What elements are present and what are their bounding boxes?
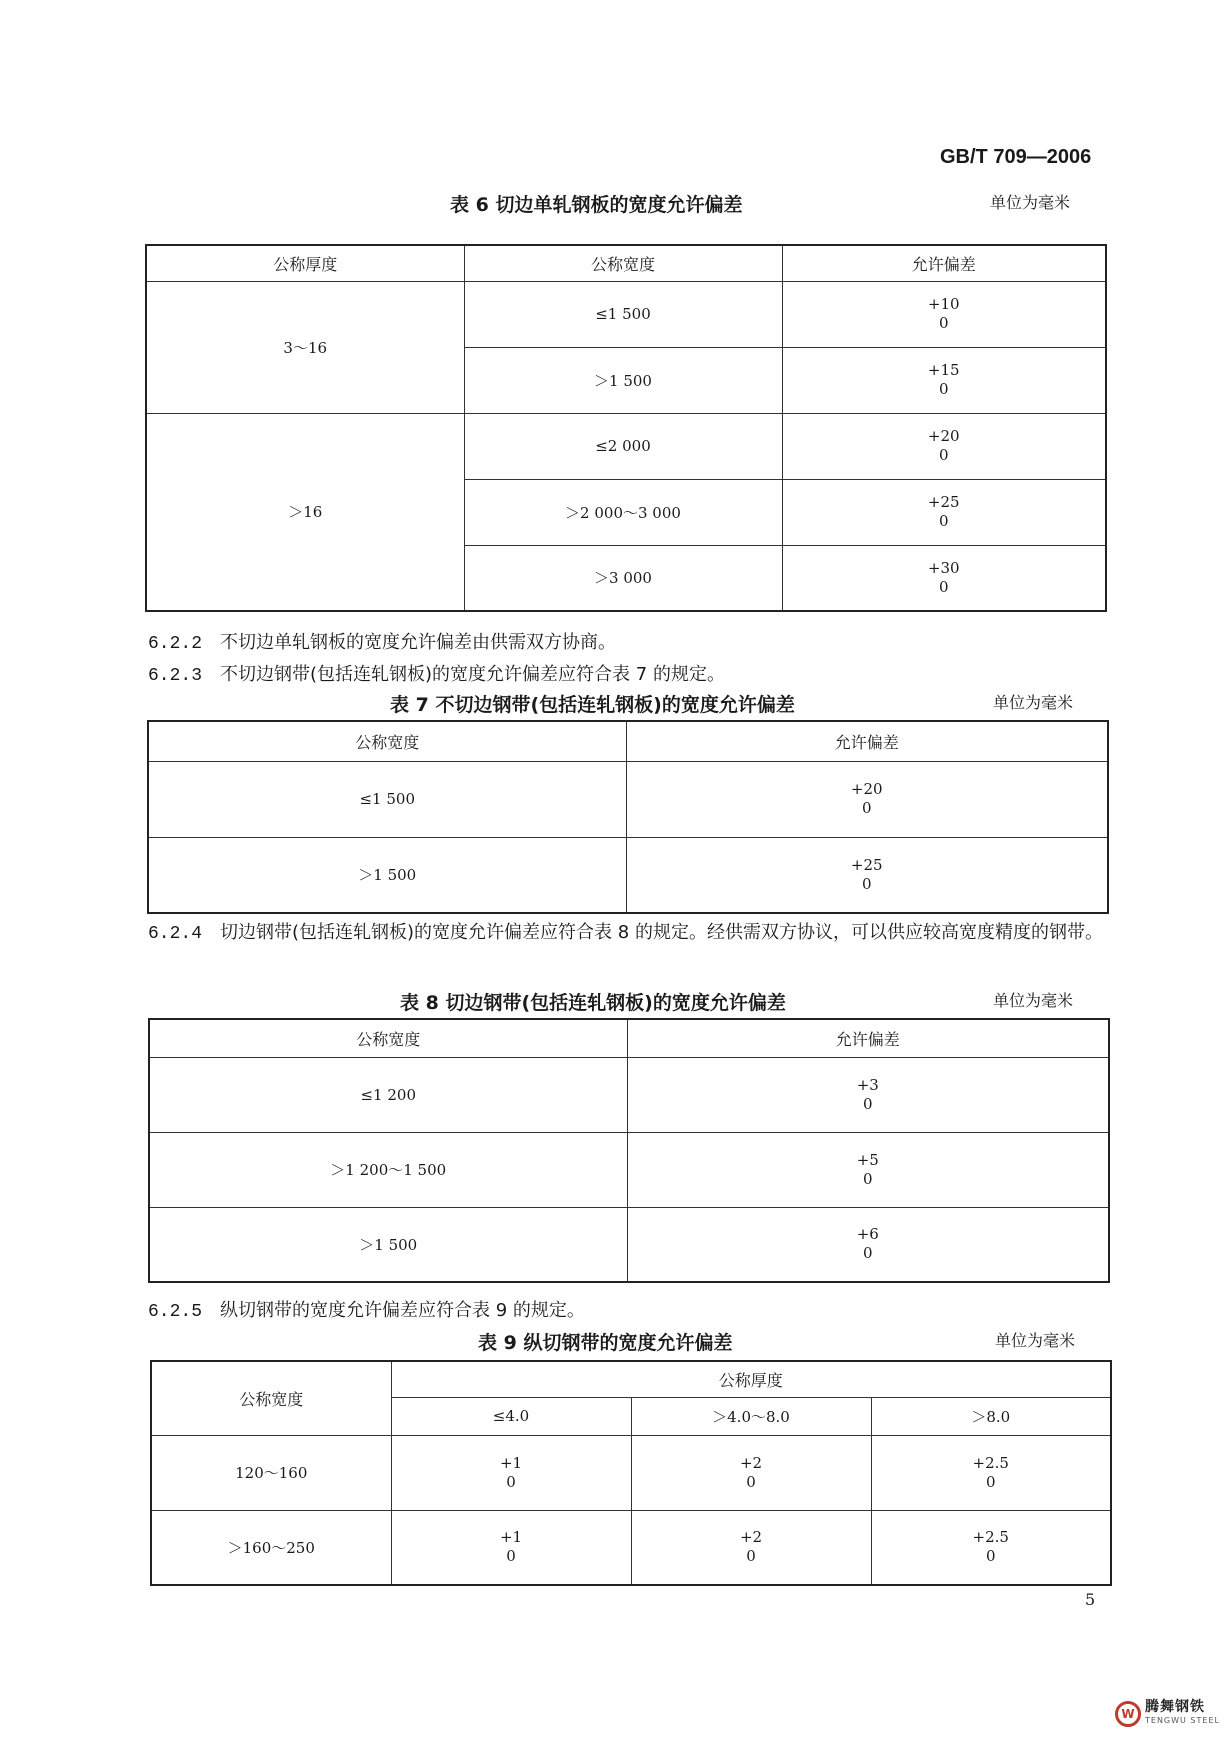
table-row — [149, 1207, 1109, 1282]
tolerance-lower: 0 — [938, 380, 949, 398]
logo-chinese-name: 腾舞钢铁 — [1145, 1699, 1205, 1715]
tolerance-lower: 0 — [862, 1244, 873, 1263]
table-row — [149, 1057, 1109, 1132]
tolerance-upper: +3 — [856, 1075, 879, 1094]
width-cell: ＞160～250 — [151, 1510, 391, 1585]
tolerance-lower: 0 — [985, 1472, 996, 1491]
logo-english-name: TENGWU STEEL — [1145, 1716, 1220, 1725]
table-header-row — [148, 721, 1108, 761]
width-cell: ＞1 500 — [464, 347, 782, 413]
tolerance-lower: 0 — [938, 314, 949, 332]
tolerance-upper: +2 — [739, 1528, 763, 1547]
table-row — [146, 281, 1106, 347]
tolerance-lower: 0 — [985, 1547, 996, 1566]
header-width: 公称宽度 — [464, 245, 782, 281]
width-cell: ＞1 200～1 500 — [149, 1132, 627, 1207]
clause-6-2-5 — [148, 1296, 585, 1322]
width-cell: ＞1 500 — [148, 837, 626, 913]
clause-number: 6.2.3 — [148, 666, 203, 686]
width-cell: 120～160 — [151, 1435, 391, 1510]
tolerance-lower: 0 — [861, 799, 872, 817]
logo-icon: W — [1115, 1701, 1141, 1727]
tolerance-upper: +15 — [927, 361, 960, 379]
tolerance-cell — [626, 837, 1108, 913]
table-row — [151, 1510, 1111, 1585]
tolerance-lower: 0 — [506, 1472, 516, 1491]
clause-6-2-4 — [148, 916, 1108, 951]
clause-number: 6.2.5 — [148, 1302, 203, 1322]
table-header-row — [151, 1361, 1111, 1397]
width-cell: ≤1 200 — [149, 1057, 627, 1132]
table-row — [149, 1132, 1109, 1207]
thickness-cell: 3～16 — [146, 281, 464, 413]
clause-number: 6.2.4 — [148, 924, 203, 944]
tolerance-cell — [626, 761, 1108, 837]
width-cell: ＞2 000～3 000 — [464, 479, 782, 545]
tolerance-lower: 0 — [861, 874, 872, 893]
header-tolerance: 允许偏差 — [626, 721, 1108, 761]
table6-unit: 单位为毫米 — [990, 193, 1071, 212]
thickness-col-header: ＞8.0 — [871, 1397, 1111, 1435]
table9 — [150, 1360, 1112, 1586]
tolerance-cell — [391, 1510, 631, 1585]
tolerance-lower: 0 — [746, 1472, 756, 1491]
table8-caption: 表 8 切边钢带(包括连轧钢板)的宽度允许偏差 — [400, 992, 786, 1014]
width-cell: ≤1 500 — [464, 281, 782, 347]
thickness-cell: ＞16 — [146, 413, 464, 611]
tolerance-upper: +30 — [927, 558, 960, 577]
thickness-col-header: ＞4.0～8.0 — [631, 1397, 871, 1435]
header-tolerance: 允许偏差 — [627, 1019, 1109, 1057]
tolerance-cell — [631, 1510, 871, 1585]
tolerance-upper: +10 — [927, 295, 960, 313]
table-row — [151, 1435, 1111, 1510]
clause-text: 切边钢带(包括连轧钢板)的宽度允许偏差应符合表 8 的规定。经供需双方协议，可以供应较高宽度精度的钢带。 — [220, 922, 1103, 943]
tolerance-upper: +6 — [856, 1225, 879, 1244]
tolerance-cell — [627, 1057, 1109, 1132]
table6 — [145, 244, 1107, 612]
header-width: 公称宽度 — [148, 721, 626, 761]
table7 — [147, 720, 1109, 914]
header-width: 公称宽度 — [149, 1019, 627, 1057]
table6-caption: 表 6 切边单轧钢板的宽度允许偏差 — [450, 194, 743, 216]
table-row — [148, 837, 1108, 913]
table-row — [146, 413, 1106, 479]
tolerance-upper: +5 — [856, 1150, 879, 1169]
tolerance-upper: +25 — [927, 493, 960, 511]
tolerance-lower: 0 — [862, 1169, 873, 1188]
standard-code: GB/T 709—2006 — [940, 146, 1092, 168]
header-tolerance: 允许偏差 — [782, 245, 1106, 281]
tolerance-lower: 0 — [938, 512, 949, 530]
tolerance-upper: +2 — [739, 1453, 763, 1472]
header-thickness: 公称厚度 — [146, 245, 464, 281]
tolerance-upper: +2.5 — [972, 1453, 1009, 1472]
width-cell: ≤2 000 — [464, 413, 782, 479]
logo-text — [1145, 1700, 1220, 1728]
header-width: 公称宽度 — [151, 1361, 391, 1435]
clause-text: 不切边单轧钢板的宽度允许偏差由供需双方协商。 — [220, 632, 617, 653]
page-number: 5 — [1085, 1590, 1096, 1609]
clause-text: 不切边钢带(包括连轧钢板)的宽度允许偏差应符合表 7 的规定。 — [220, 664, 725, 685]
tolerance-cell — [627, 1207, 1109, 1282]
tolerance-cell — [871, 1435, 1111, 1510]
width-cell: ≤1 500 — [148, 761, 626, 837]
width-cell: ＞1 500 — [149, 1207, 627, 1282]
tolerance-upper: +20 — [927, 427, 960, 445]
table-header-row — [149, 1019, 1109, 1057]
tolerance-lower: 0 — [938, 446, 949, 464]
tolerance-cell — [782, 413, 1106, 479]
tolerance-cell — [782, 545, 1106, 611]
tolerance-cell — [631, 1435, 871, 1510]
clause-6-2-2 — [148, 628, 616, 654]
tolerance-upper: +1 — [499, 1528, 523, 1547]
tolerance-cell — [871, 1510, 1111, 1585]
table7-caption: 表 7 不切边钢带(包括连轧钢板)的宽度允许偏差 — [390, 694, 795, 716]
table-header-row — [146, 245, 1106, 281]
tolerance-cell — [782, 479, 1106, 545]
tolerance-cell — [782, 281, 1106, 347]
table8-unit: 单位为毫米 — [993, 991, 1074, 1010]
tolerance-upper: +1 — [499, 1453, 523, 1472]
table7-unit: 单位为毫米 — [993, 693, 1074, 712]
clause-text: 纵切钢带的宽度允许偏差应符合表 9 的规定。 — [220, 1300, 585, 1321]
width-cell: ＞3 000 — [464, 545, 782, 611]
tolerance-lower: 0 — [506, 1547, 516, 1566]
clause-6-2-3 — [148, 660, 725, 686]
tolerance-cell — [627, 1132, 1109, 1207]
tolerance-upper: +25 — [850, 855, 883, 874]
tolerance-upper: +2.5 — [972, 1528, 1009, 1547]
brand-logo — [1115, 1700, 1220, 1728]
tolerance-lower: 0 — [938, 577, 949, 596]
tolerance-lower: 0 — [746, 1547, 756, 1566]
thickness-col-header: ≤4.0 — [391, 1397, 631, 1435]
table-row — [148, 761, 1108, 837]
tolerance-lower: 0 — [862, 1094, 873, 1113]
tolerance-upper: +20 — [850, 780, 883, 798]
table8 — [148, 1018, 1110, 1283]
table9-unit: 单位为毫米 — [995, 1331, 1076, 1350]
tolerance-cell — [782, 347, 1106, 413]
clause-number: 6.2.2 — [148, 634, 203, 654]
tolerance-cell — [391, 1435, 631, 1510]
header-thickness: 公称厚度 — [391, 1361, 1111, 1397]
table9-caption: 表 9 纵切钢带的宽度允许偏差 — [478, 1332, 733, 1354]
